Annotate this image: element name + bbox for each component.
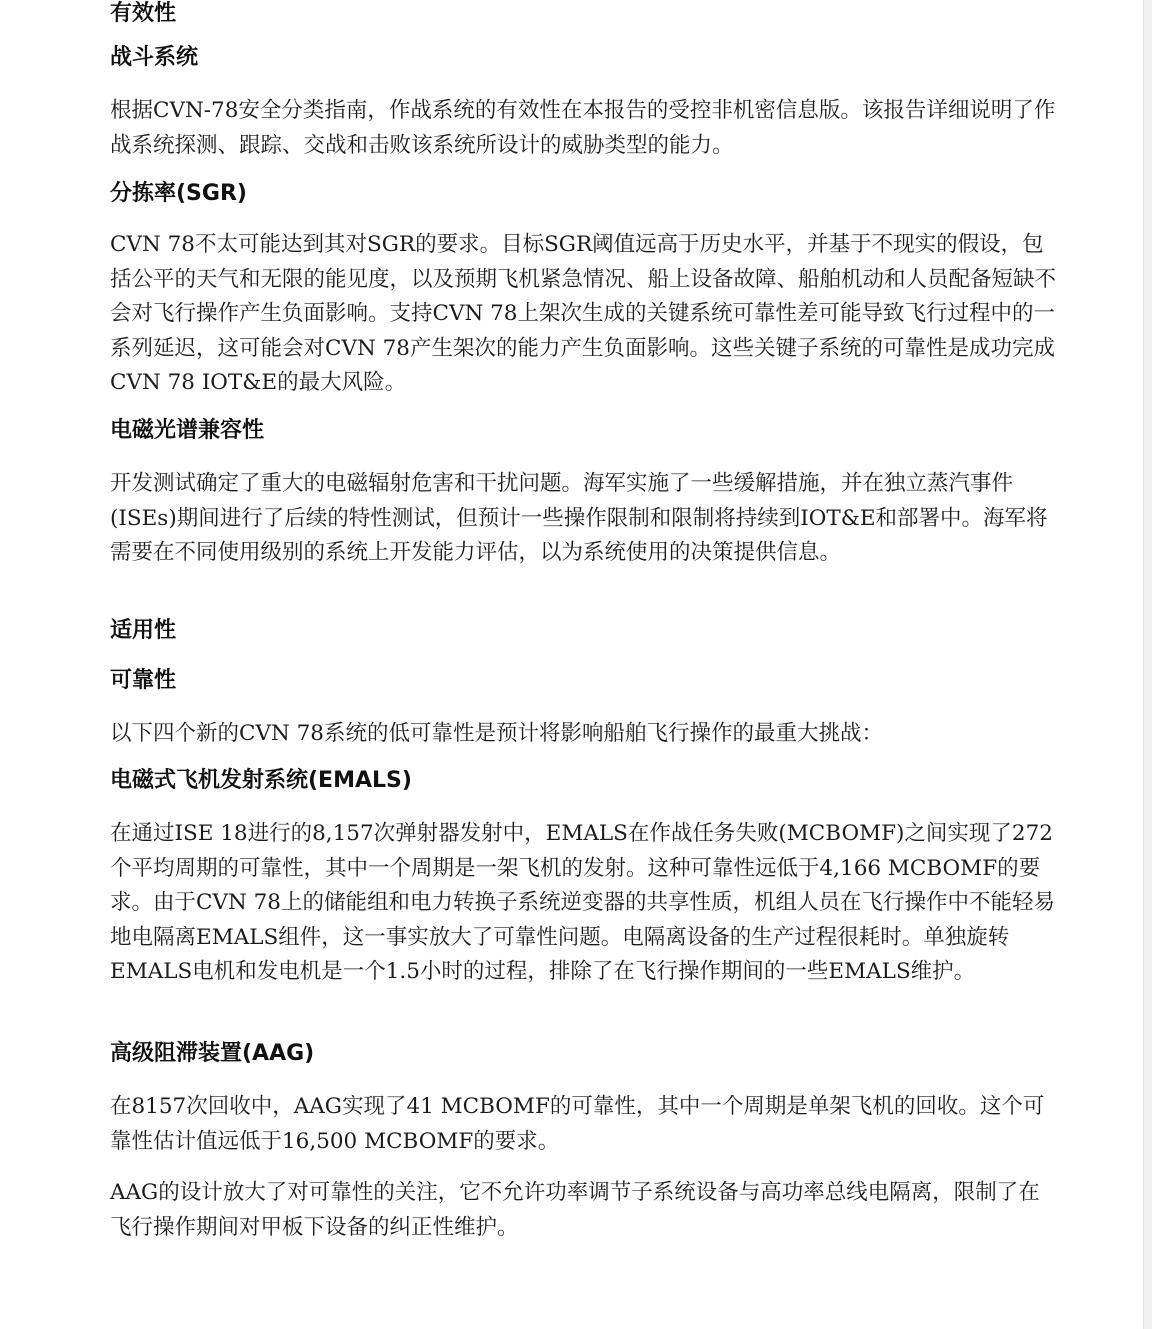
paragraph-aag-2: AAG的设计放大了对可靠性的关注，它不允许功率调节子系统设备与高功率总线电隔离，限制了在飞行操作期间对甲板下设备的纠正性维护。 bbox=[110, 1180, 1040, 1240]
heading-combat-system: 战斗系统 bbox=[110, 45, 199, 70]
page-edge-divider bbox=[1143, 0, 1152, 1329]
paragraph-combat-system: 根据CVN-78安全分类指南，作战系统的有效性在本报告的受控非机密信息版。该报告详细说明了作战系统探测、跟踪、交战和击败该系统所设计的威胁类型的能力。 bbox=[110, 98, 1056, 158]
heading-effectiveness: 有效性 bbox=[110, 1, 177, 26]
paragraph-emals: 在通过ISE 18进行的8,157次弹射器发射中，EMALS在作战任务失败(MCBOMF)之间实现了272个平均周期的可靠性，其中一个周期是一架飞机的发射。这种可靠性远低于4,166 MCBOMF的要求。由于CVN 78上的储能组和电力转换子系统逆变器的共享性质，机组人员在飞行操作中不能轻易地电隔离EMALS组件，这一事实放大了可靠性问题。电隔离设备的生产过程很耗时。单独旋转EMALS电机和发电机是一个1.5小时的过程，排除了在飞行操作期间的一些EMALS维护。 bbox=[110, 821, 1055, 984]
paragraph-emc: 开发测试确定了重大的电磁辐射危害和干扰问题。海军实施了一些缓解措施，并在独立蒸汽事件(ISEs)期间进行了后续的特性测试，但预计一些操作限制和限制将持续到IOT&E和部署中。海军将需要在不同使用级别的系统上开发能力评估，以为系统使用的决策提供信息。 bbox=[110, 471, 1048, 565]
heading-emals: 电磁式飞机发射系统(EMALS) bbox=[110, 768, 412, 793]
heading-suitability: 适用性 bbox=[110, 618, 177, 643]
heading-aag: 高级阻滞装置(AAG) bbox=[110, 1041, 315, 1066]
paragraph-aag-1: 在8157次回收中，AAG实现了41 MCBOMF的可靠性，其中一个周期是单架飞机的回收。这个可靠性估计值远低于16,500 MCBOMF的要求。 bbox=[110, 1094, 1045, 1154]
heading-emc: 电磁光谱兼容性 bbox=[110, 418, 265, 443]
heading-reliability: 可靠性 bbox=[110, 668, 177, 693]
paragraph-sgr: CVN 78不太可能达到其对SGR的要求。目标SGR阈值远高于历史水平，并基于不现实的假设，包括公平的天气和无限的能见度，以及预期飞机紧急情况、船上设备故障、船舶机动和人员配备短缺不会对飞行操作产生负面影响。支持CVN 78上架次生成的关键系统可靠性差可能导致飞行过程中的一系列延迟，这可能会对CVN 78产生架次的能力产生负面影响。这些关键子系统的可靠性是成功完成CVN 78 IOT&E的最大风险。 bbox=[110, 232, 1057, 395]
paragraph-reliability: 以下四个新的CVN 78系统的低可靠性是预计将影响船舶飞行操作的最重大挑战： bbox=[110, 721, 883, 746]
heading-sgr: 分拣率(SGR) bbox=[110, 181, 247, 206]
